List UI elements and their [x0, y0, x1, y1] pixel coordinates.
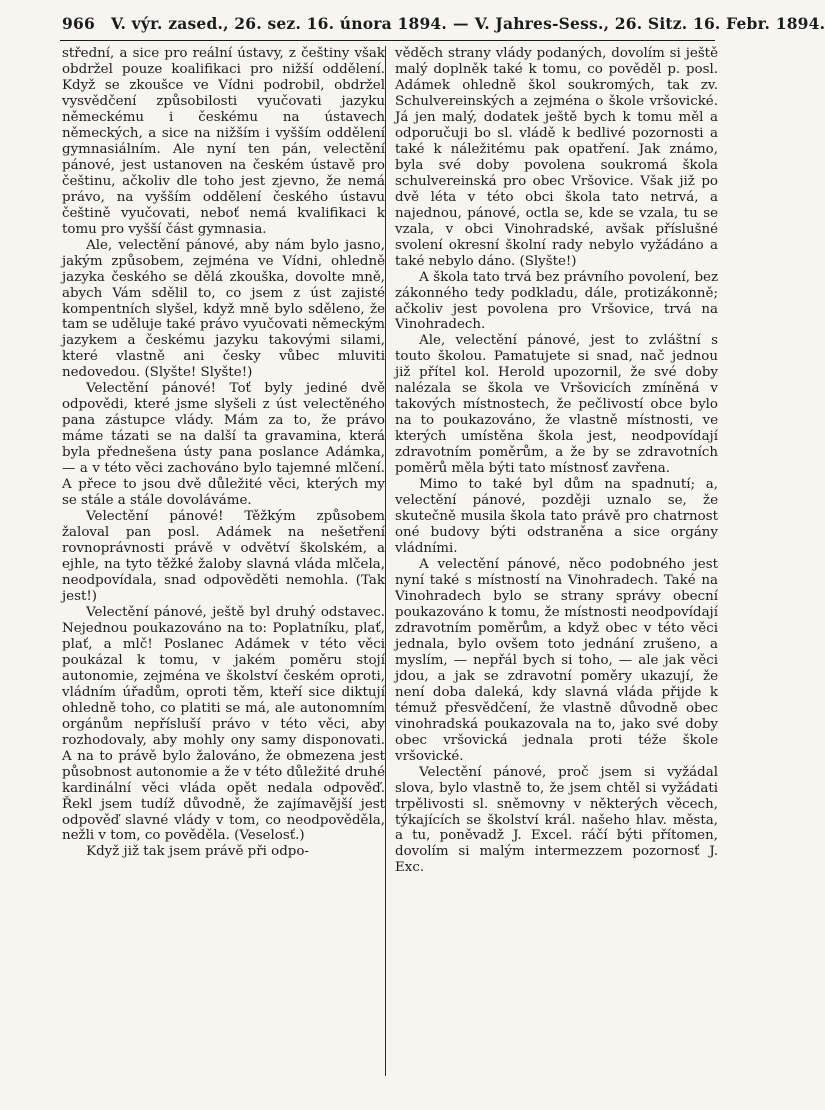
paragraph: věděch strany vlády podaných, dovolím si ještě malý doplněk také k tomu, co pověděl p. posl. Adámek ohledně škol soukromých, tak zv. Schulvereinských a zejména o škole vršovické. Já jen malý, dodatek ještě bych k tomu měl a odporučuji bo sl. vládě k bedlivé pozornosti a také k náležitému pak opatření. Jak známo, byla své doby povolena soukromá škola schulvereinská pro obec Vršovice. Však již po dvě léta v této obci škola tato netrvá, a najednou, pánové, octla se, kde se vzala, tu se vzala, v obci Vinohradské, avšak příslušné svolení okresní školní rady nebylo vyžádáno a také nebylo dáno. (Slyšte!): [395, 46, 718, 269]
paragraph: Ale, velectění pánové, aby nám bylo jasno, jakým způsobem, zejména ve Vídni, ohledně jazyka českého se dělá zkouška, dovolte mně, abych Vám sdělil to, co jsem z úst zajisté kompentních slyšel, když mně bylo sděleno, že tam se uděluje také právo vyučovati německým jazykem a českému jazyku takovými silami, které vlastně ani česky vůbec mluviti nedovedou. (Slyšte! Slyšte!): [62, 237, 385, 381]
paragraph: Velectění pánové! Toť byly jediné dvě odpovědi, které jsme slyšeli z úst velectěného pana zástupce vlády. Mám za to, že právo máme tázati se na další ta gravamina, která byla přednešena ústy pana poslance Adámka, — a v této věci zachováno bylo tajemné mlčení. A přece to jsou dvě důležité věci, kterých my se stále a stále dovoláváme.: [62, 381, 385, 509]
paragraph: A škola tato trvá bez právního povolení, bez zákonného tedy podkladu, dále, protizákonně; ačkoliv jest povolena pro Vršovice, trvá na Vinohradech.: [395, 269, 718, 333]
header-czech-title: V. výr. zased., 26. sez. 16. února 1894.: [110, 13, 448, 33]
paragraph: Velectění pánové, ještě byl druhý odstavec. Nejednou poukazováno na to: Poplatníku, plať, plať, a mlč! Poslanec Adámek v této věci poukázal k tomu, v jakém poměru stojí autonomie, zejména ve školství českém oproti, vládním úřadům, oproti těm, kteří sice diktují ohledně toho, co platiti se má, ale autonomním orgánům nepřísluší právo v této věci, aby rozhodovaly, aby mohly ony samy disponovati. A na to právě bylo žalováno, že obmezena jest působnost autonomie a že v této důležité druhé kardinální věci vláda opět nedala odpověď. Řekl jsem tudíž důvodně, že zajímavější jest odpověď slavné vlády v tom, co neodpověděla, nežli v tom, co pověděla. (Veselosť.): [62, 604, 385, 844]
header-rule: [60, 40, 715, 41]
running-header: [62, 6, 825, 40]
header-separator: —: [453, 13, 469, 33]
paragraph: Ale, velectění pánové, jest to zvláštní s touto školou. Pamatujete si snad, nač jednou již přítel kol. Herold upozornil, že své doby nalézala se škola ve Vršovicích zmíněná v takových místnostech, že pečlivostí obce bylo na to poukazováno, že vlastně místnosti, ve kterých umístěna škola jest, neodpovídají zdravotním poměrům, a že by se zdravotních poměrů měla býti tato místnosť zavřena.: [395, 333, 718, 477]
right-column: [395, 46, 718, 876]
paragraph: Velectění pánové! Těžkým způsobem žaloval pan posl. Adámek na nešetření rovnoprávnosti právě v odvětví školském, a ejhle, na tyto těžké žaloby slavná vláda mlčela, neodpovídala, snad odpověděti nemohla. (Tak jest!): [62, 509, 385, 604]
page-number: 966: [62, 13, 95, 33]
paragraph: Když již tak jsem právě při odpo-: [86, 844, 309, 860]
paragraph: Mimo to také byl dům na spadnutí; a, velectění pánové, později uznalo se, že skutečně musila škola tato právě pro chatrnost oné budovy býti odstraněna a sice orgány vládními.: [395, 477, 718, 557]
left-column: [62, 46, 385, 860]
column-divider: [385, 46, 386, 1076]
header-german-title: V. Jahres-Sess., 26. Sitz. 16. Febr. 1894.: [474, 13, 825, 33]
paragraph: Velectění pánové, proč jsem si vyžádal slova, bylo vlastně to, že jsem chtěl si vyžádati trpělivosti sl. sněmovny v některých věcech, týkajících se školství král. našeho hlav. města, a tu, poněvadž J. Excel. ráčí býti přítomen, dovolím si malým intermezzem pozornosť J. Exc.: [395, 764, 718, 876]
paragraph: střední, a sice pro reální ústavy, z češtiny však obdržel pouze koalifikaci pro nižší oddělení. Když se zkoušce ve Vídni podrobil, obdržel vysvědčení způsobilosti vyučovati jazyku německému i českému na ústavech německých, a sice na nižším i vyšším oddělení gymnasiálním. Ale nyní ten pán, velectění pánové, jest ustanoven na českém ústavě pro češtinu, ačkoliv dle toho jest zjevno, že nemá právo, na vyšším oddělení českého ústavu češtině vyučovati, neboť nemá kvalifikaci k tomu pro vyšší část gymnasia.: [62, 46, 385, 237]
paragraph: A velectění pánové, něco podobného jest nyní také s místností na Vinohradech. Také na Vinohradech bylo se strany správy obecní poukazováno k tomu, že místnosti neodpovídají zdravotním poměrům, a když obec v této věci jednala, bylo ovšem toto jednání zrušeno, a myslím, — nepřál bych si toho, — ale jak věci jdou, a jak se zdravotní poměry ukazují, že není doba daleká, kdy slavná vláda přijde k témuž přesvědčení, že vlastně důvodně obec vinohradská poukazovala na to, jako své doby obec vršovická jednala proti téže škole vršovické.: [395, 557, 718, 764]
